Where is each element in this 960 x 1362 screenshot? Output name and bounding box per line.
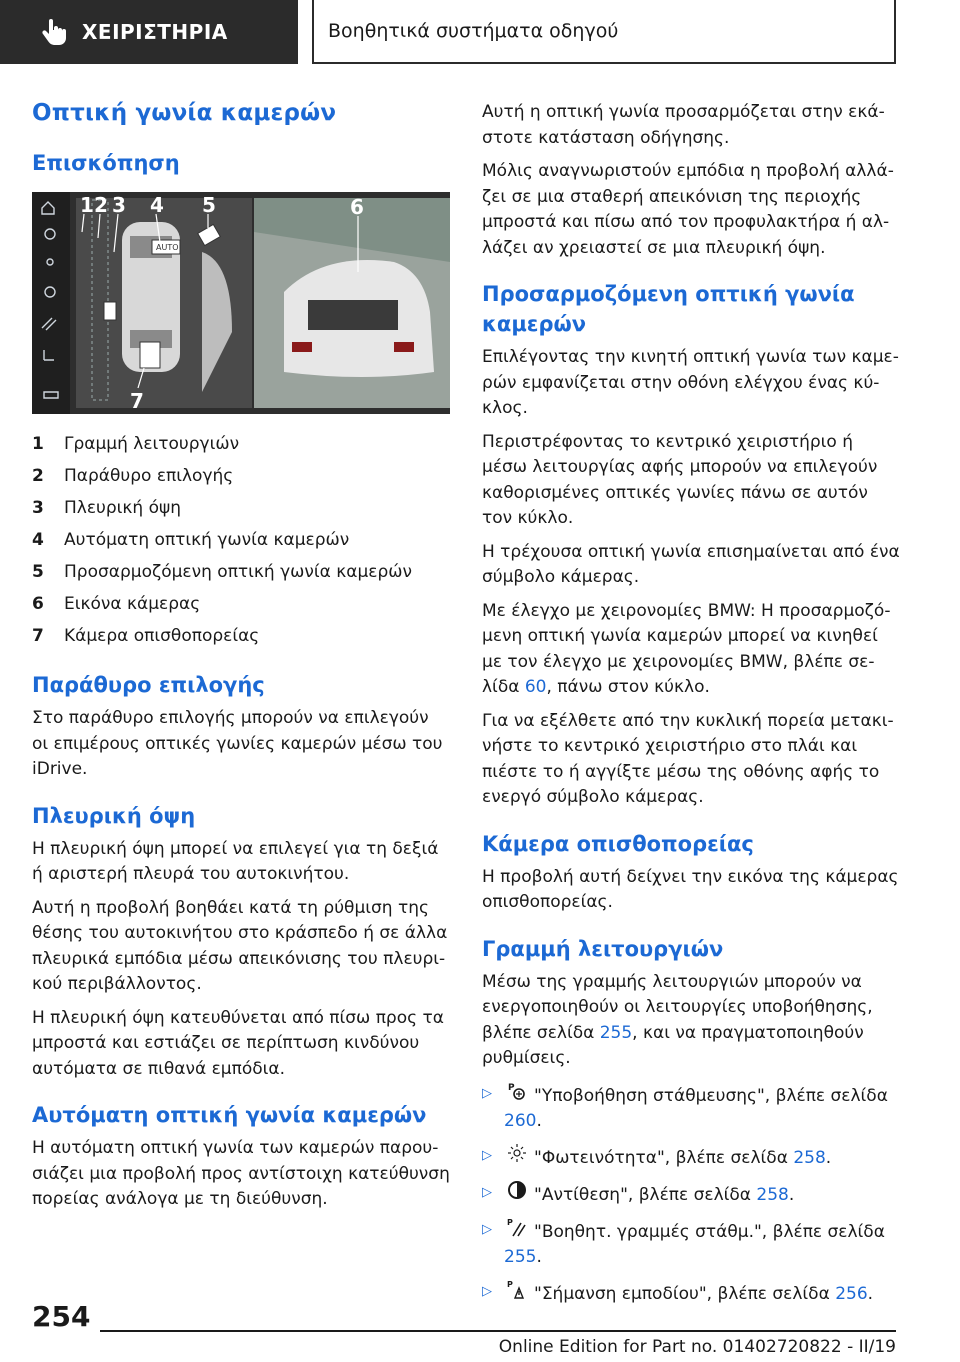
figure-label-2: 2 [94,193,108,217]
chapter-tab [312,0,896,64]
legend-number: 5 [32,562,44,582]
list-item [482,1142,900,1171]
adaptive-view-text-4 [482,599,900,701]
figure-legend [32,428,450,652]
page-link-255[interactable]: 255 [599,1022,633,1043]
auto-label: AUTO [156,243,179,252]
side-view-text-3: Η πλευρική όψη κατευθύνεται από πίσω προς τα μπροστά και εστιάζει σε περίπτωση κινδύνου αυτόματα σε πιθανά εμπόδια. [32,1007,444,1079]
adaptive-view-text-2: Περιστρέφοντας το κεντρικό χειριστήριο ή μέσω λειτουργίας αφής μπορούν να επιλεγούν καθορισμένες οπτικές γωνίες πάνω σε αυτόν τον κύκλο. [482,431,878,528]
hand-pointer-icon [40,18,68,46]
svg-text:P: P [508,1082,515,1093]
edition-note: Online Edition for Part no. 01402720822 - II/19 [498,1337,896,1357]
figure-label-4: 4 [150,193,164,217]
brightness-icon [504,1142,530,1164]
side-view-text-2: Αυτή η προβολή βοηθάει κατά τη ρύθμιση της θέσης του αυτοκινήτου στο κράσπεδο ή σε άλλα πλευρικά εμπόδια μέσω απεικόνισης του πλευρικού περιβάλλοντος. [32,897,448,994]
legend-text: Γραμμή λειτουργιών [64,434,240,454]
rear-camera-heading: Κάμερα οπισθοπορείας [482,831,754,856]
legend-item [32,588,450,620]
text-segment: "Αντίθεση", βλέπε σελίδα [534,1184,757,1205]
page-link-258[interactable]: 258 [793,1147,826,1168]
figure-label-3: 3 [112,193,126,217]
list-item [482,1080,900,1134]
overview-heading: Επισκόπηση [32,151,180,175]
bullet-triangle-icon: ▷ [482,1221,492,1237]
selection-window-text: Στο παράθυρο επιλογής μπορούν να επιλεγούν οι επιμέρους οπτικές γωνίες καμερών μέσω του iDrive. [32,708,443,779]
legend-text: Εικόνα κάμερας [64,594,201,614]
adaptive-view-text-3: Η τρέχουσα οπτική γωνία επισημαίνεται από ένα σύμβολο κάμερας. [482,541,900,587]
camera-view-figure [32,192,450,414]
auto-view-text: Η αυτόματη οπτική γωνία των καμερών παρουσιάζει μια προβολή προς αντίστοιχη κατεύθυνση πορείας ανάλογα με τη διεύθυνση. [32,1138,450,1209]
bullet-triangle-icon: ▷ [482,1184,492,1200]
guide-lines-icon [504,1216,530,1238]
footer-divider [100,1330,896,1332]
legend-number: 7 [32,626,44,646]
page-title: Οπτική γωνία καμερών [32,100,337,126]
svg-text:P: P [507,1217,513,1227]
side-view-text-1: Η πλευρική όψη μπορεί να επιλεγεί για τη δεξιά ή αριστερή πλευρά του αυτοκινήτου. [32,838,439,884]
page-link-260[interactable]: 260 [504,1110,537,1131]
legend-text: Αυτόματη οπτική γωνία καμερών [64,530,350,550]
legend-text: Παράθυρο επιλογής [64,466,234,486]
adaptive-view-heading: Προσαρμοζόμενη οπτική γωνία καμερών [482,282,855,336]
text-segment: "Σήμανση εμποδίου", βλέπε σελίδα [534,1283,836,1304]
adaptive-view-text-1: Επιλέγοντας την κινητή οπτική γωνία των καμερών εμφανίζεται στην οθόνη ελέγχου ένας κύκλος. [482,347,899,418]
chapter-tab-label: Βοηθητικά συστήματα οδηγού [328,20,619,42]
legend-item [32,556,450,588]
legend-text: Κάμερα οπισθοπορείας [64,626,260,646]
text-segment: "Φωτεινότητα", βλέπε σελίδα [534,1147,794,1168]
page-link-258[interactable]: 258 [756,1184,789,1205]
selection-window-heading: Παράθυρο επιλογής [32,673,265,697]
auto-view-heading: Αυτόματη οπτική γωνία καμερών [32,1103,427,1127]
function-bar-text [482,970,900,1072]
page-link-60[interactable]: 60 [524,677,547,697]
legend-item [32,460,450,492]
legend-item [32,492,450,524]
list-item [482,1216,900,1270]
text-segment: "Βοηθητ. γραμμές στάθμ.", βλέπε σελίδα [534,1221,885,1242]
page-link-255[interactable]: 255 [504,1246,537,1267]
side-view-heading: Πλευρική όψη [32,803,196,828]
legend-number: 6 [32,594,44,614]
legend-number: 2 [32,466,44,486]
section-tab-label: ΧΕΙΡΙΣΤΗΡΙΑ [82,20,228,44]
text-segment: . [825,1147,832,1168]
text-segment: . [536,1110,542,1131]
text-segment: Μέσω της γραμμής λειτουργιών μπορούν να ενεργοποιηθούν οι λειτουργίες υποβοήθησης, βλέπε σελίδα [482,971,873,1043]
rear-camera-text: Η προβολή αυτή δείχνει την εικόνα της κάμερας οπισθοπορείας. [482,866,899,912]
text-segment: . [536,1246,542,1267]
legend-item [32,428,450,460]
right-column [482,100,900,1315]
list-item [482,1179,900,1208]
adaptive-view-text-5: Για να εξέλθετε από την κυκλική πορεία μετακινήστε το κεντρικό χειριστήριο στο πλάι και πιέστε το ή αγγίξτε μέσω της οθόνης αφής το ενεργό σύμβολο κάμερας. [482,710,894,807]
bullet-triangle-icon: ▷ [482,1147,492,1163]
text-segment: . [867,1283,874,1304]
figure-label-1: 1 [80,193,94,217]
bullet-triangle-icon: ▷ [482,1085,492,1101]
page-number: 254 [32,1300,91,1333]
text-segment: "Υποβοήθηση στάθμευσης", βλέπε σελίδα [534,1085,888,1106]
function-bar-heading: Γραμμή λειτουργιών [482,936,724,961]
obstacle-marking-icon [504,1278,530,1300]
svg-text:P: P [507,1279,513,1289]
figure-label-5: 5 [202,193,216,217]
legend-text: Προσαρμοζόμενη οπτική γωνία καμερών [64,562,413,582]
list-item [482,1278,900,1307]
figure-label-7: 7 [130,389,144,413]
page-link-256[interactable]: 256 [835,1283,868,1304]
parking-assist-icon [504,1080,530,1102]
intro-text-1: Αυτή η οπτική γωνία προσαρμόζεται στην εκάστοτε κατάσταση οδήγησης. [482,102,885,148]
legend-item [32,620,450,652]
left-column [32,100,450,1221]
legend-text: Πλευρική όψη [64,498,181,518]
text-segment: . [788,1184,795,1205]
text-segment: Με έλεγχο με χειρονομίες BMW: Η προσαρμοζόμενη οπτική γωνία καμερών μπορεί να κινηθεί με τον έλεγχο με χειρονομίες BMW, βλέπε σελίδα [482,600,891,697]
legend-number: 4 [32,530,44,550]
legend-number: 1 [32,434,44,454]
legend-number: 3 [32,498,44,518]
intro-text-2: Μόλις αναγνωριστούν εμπόδια η προβολή αλλάζει σε μια σταθερή απεικόνιση της περιοχής μπροστά και πίσω από τον προφυλακτήρα ή αλλάζει αν χρειαστεί σε μια πλευρική όψη. [482,161,894,258]
legend-item [32,524,450,556]
page-header [0,0,960,66]
function-bar-list [482,1080,900,1307]
contrast-icon [504,1179,530,1201]
figure-label-6: 6 [350,195,364,219]
text-segment: , και να πραγματοποιηθούν ρυθμίσεις. [482,1022,864,1068]
section-tab [0,0,298,64]
text-segment: , πάνω στον κύκλο. [546,677,710,697]
bullet-triangle-icon: ▷ [482,1283,492,1299]
